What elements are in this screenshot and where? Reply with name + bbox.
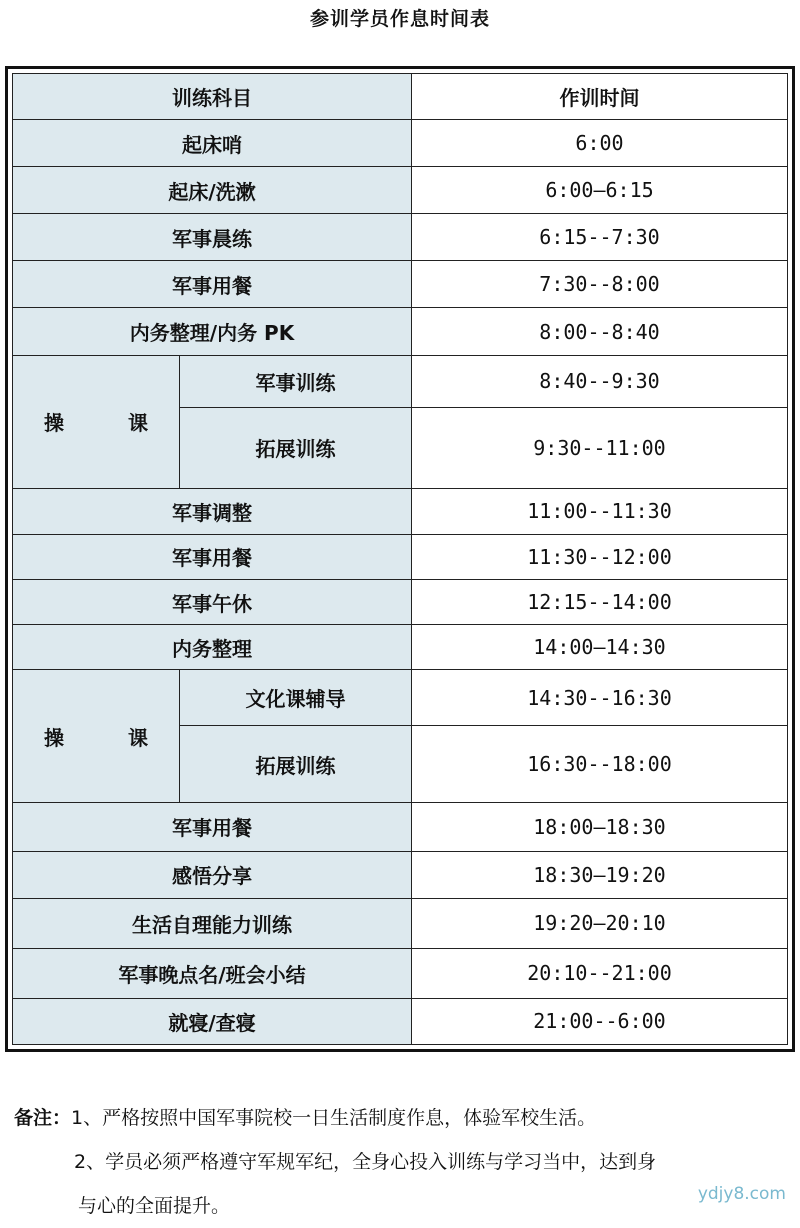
table-row (13, 948, 788, 998)
subject-cell: 文化课辅导 (180, 670, 412, 726)
time-cell: 6:00 (412, 120, 788, 167)
time-cell: 8:40--9:30 (412, 355, 788, 407)
time-cell: 18:00—18:30 (412, 803, 788, 851)
subject-cell: 就寝/查寝 (13, 998, 412, 1044)
table-row (13, 355, 788, 407)
subject-cell: 军事午休 (13, 579, 412, 624)
table-row (13, 261, 788, 308)
note-line-3: 与心的全面提升。 (78, 1195, 231, 1217)
subject-cell: 起床/洗漱 (13, 167, 412, 214)
note-text-1: 1、严格按照中国军事院校一日生活制度作息，体验军校生活。 (71, 1107, 597, 1129)
group-label-cell (13, 670, 180, 803)
table-row (13, 670, 788, 726)
subject-cell: 军事晨练 (13, 214, 412, 261)
group-label: 操 课 (44, 725, 170, 750)
group-label-cell (13, 355, 180, 488)
header-time: 作训时间 (412, 74, 788, 120)
time-cell: 20:10--21:00 (412, 948, 788, 998)
notes-label: 备注： (14, 1107, 72, 1129)
time-cell: 19:20—20:10 (412, 898, 788, 948)
table-row (13, 488, 788, 534)
table-row (13, 625, 788, 670)
table-row (13, 851, 788, 898)
subject-cell: 起床哨 (13, 120, 412, 167)
time-cell: 8:00--8:40 (412, 308, 788, 355)
time-cell: 21:00--6:00 (412, 998, 788, 1044)
table-row (13, 898, 788, 948)
group-label: 操 课 (44, 411, 170, 436)
subject-cell: 军事晚点名/班会小结 (13, 948, 412, 998)
table-row (13, 214, 788, 261)
time-cell: 14:00—14:30 (412, 625, 788, 670)
subject-cell: 感悟分享 (13, 851, 412, 898)
time-cell: 12:15--14:00 (412, 579, 788, 624)
table-row (13, 803, 788, 851)
header-subject: 训练科目 (13, 74, 412, 120)
time-cell: 18:30—19:20 (412, 851, 788, 898)
notes-section (14, 1096, 794, 1228)
note-line-2: 2、学员必须严格遵守军规军纪，全身心投入训练与学习当中，达到身 (74, 1151, 657, 1173)
table-row (13, 167, 788, 214)
subject-cell: 内务整理 (13, 625, 412, 670)
page-title: 参训学员作息时间表 (309, 8, 490, 30)
subject-cell: 军事用餐 (13, 261, 412, 308)
subject-cell: 拓展训练 (180, 407, 412, 488)
schedule-table (12, 73, 788, 1045)
table-row (13, 998, 788, 1044)
table-row (13, 579, 788, 624)
time-cell: 11:30--12:00 (412, 534, 788, 579)
time-cell: 6:00—6:15 (412, 167, 788, 214)
note-line-1 (14, 1096, 794, 1140)
watermark: ydjy8.com (697, 1184, 786, 1204)
subject-cell: 军事调整 (13, 488, 412, 534)
subject-cell: 军事用餐 (13, 803, 412, 851)
subject-cell: 内务整理/内务 PK (13, 308, 412, 355)
time-cell: 16:30--18:00 (412, 726, 788, 803)
table-row (13, 120, 788, 167)
table-row (13, 308, 788, 355)
time-cell: 6:15--7:30 (412, 214, 788, 261)
time-cell: 9:30--11:00 (412, 407, 788, 488)
time-cell: 11:00--11:30 (412, 488, 788, 534)
subject-cell: 军事用餐 (13, 534, 412, 579)
time-cell: 7:30--8:00 (412, 261, 788, 308)
subject-cell: 拓展训练 (180, 726, 412, 803)
subject-cell: 军事训练 (180, 355, 412, 407)
time-cell: 14:30--16:30 (412, 670, 788, 726)
subject-cell: 生活自理能力训练 (13, 898, 412, 948)
table-header-row (13, 74, 788, 120)
table-row (13, 534, 788, 579)
